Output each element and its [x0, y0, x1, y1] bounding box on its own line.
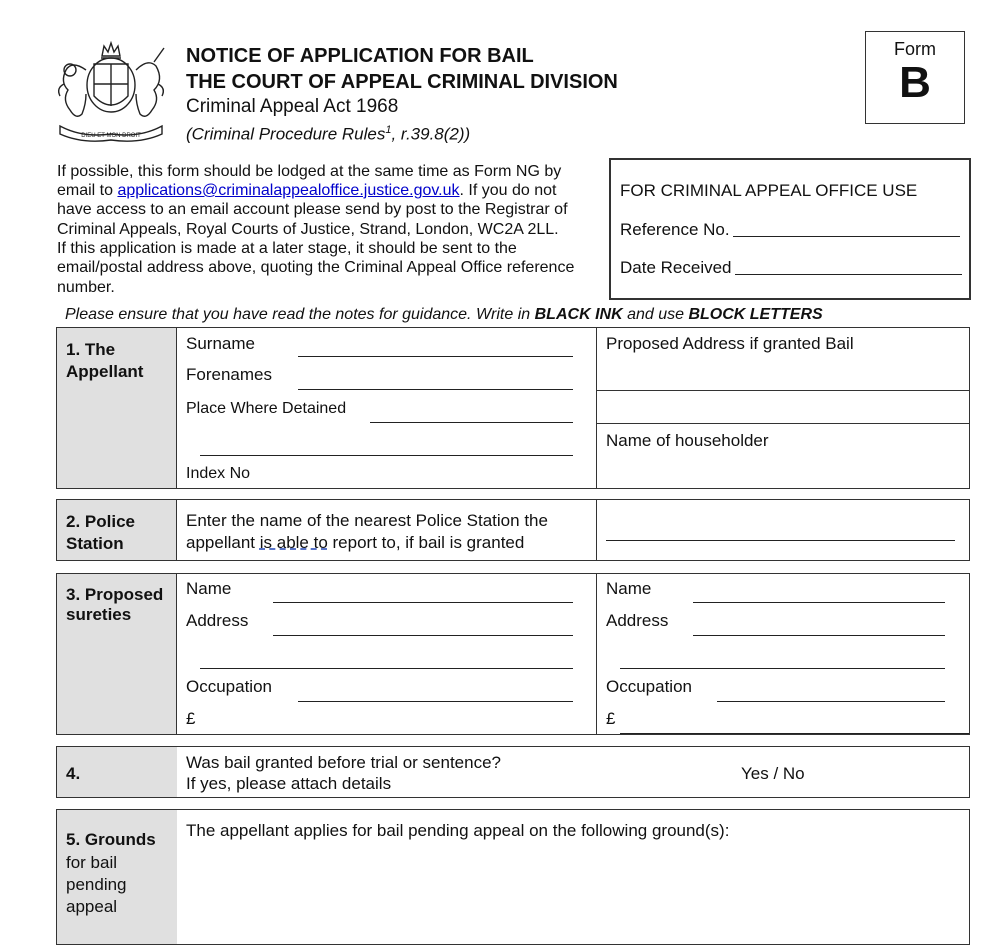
rules-text: (Criminal Procedure Rules [186, 124, 386, 144]
surety-1-address-label: Address [186, 611, 249, 630]
surety-2-address-field[interactable] [693, 635, 945, 636]
form-id-box [865, 31, 965, 124]
section-1-title: Appellant [66, 362, 144, 381]
surety-2-name-field[interactable] [693, 602, 945, 603]
section-3-number: 3. Proposed [66, 585, 164, 604]
address-line-1[interactable] [597, 390, 969, 391]
surety-1-address-field[interactable] [273, 635, 573, 636]
date-received-label: Date Received [620, 258, 732, 277]
royal-coat-of-arms [52, 40, 170, 144]
police-instruction-1: Enter the name of the nearest Police Station the [186, 511, 548, 530]
forenames-label: Forenames [186, 365, 272, 384]
section-4-number: 4. [66, 764, 81, 783]
instructions [65, 305, 823, 324]
section-5-label-3: pending [66, 875, 127, 894]
proposed-address-label: Proposed Address if granted Bail [606, 334, 854, 353]
surety-2-occupation-field[interactable] [717, 701, 945, 702]
reference-label: Reference No. [620, 220, 730, 239]
police-station-field[interactable] [606, 540, 955, 541]
place-detained-field[interactable] [370, 422, 573, 423]
grounds-text-area[interactable] [182, 846, 966, 940]
index-no-label: Index No [186, 465, 251, 482]
surety-1-name-field[interactable] [273, 602, 573, 603]
office-use-title: FOR CRIMINAL APPEAL OFFICE USE [620, 181, 918, 200]
police-text-a: appellant [186, 533, 260, 552]
yes-no-choice[interactable]: Yes / No [741, 764, 805, 783]
surety-2-amount-field[interactable] [620, 733, 969, 734]
instructions-and: and use [622, 306, 689, 323]
section-2-number: 2. Police [66, 512, 135, 531]
surname-field[interactable] [298, 356, 573, 357]
rules-section: , r.39.8(2)) [391, 124, 471, 144]
householder-label: Name of householder [606, 431, 769, 450]
reference-field[interactable] [733, 236, 960, 237]
email-link[interactable]: applications@criminalappealoffice.justice.gov.uk [117, 182, 460, 199]
section-1-divider [596, 328, 597, 488]
section-1-number: 1. The [66, 340, 116, 359]
police-text-c: report to, if bail is granted [327, 533, 525, 552]
place-detained-label: Place Where Detained [186, 400, 347, 417]
rules-ref [186, 119, 470, 146]
surety-2-pound-label: £ [606, 709, 616, 728]
instructions-text: Please ensure that you have read the notes for guidance. Write in [65, 306, 535, 323]
form-letter: B [899, 58, 931, 107]
intro-line-1: If possible, this form should be lodged at the same time as Form NG by [57, 163, 562, 180]
surety-1-occupation-label: Occupation [186, 677, 272, 696]
surety-1-occupation-field[interactable] [298, 701, 573, 702]
surname-label: Surname [186, 334, 255, 353]
instructions-ink: BLACK INK [534, 306, 623, 323]
section-2-title: Station [66, 534, 124, 553]
police-instruction-2 [186, 533, 524, 553]
section-2-divider [596, 500, 597, 560]
prior-bail-note: If yes, please attach details [186, 774, 392, 793]
address-line-2[interactable] [597, 423, 969, 424]
section-3-title: sureties [66, 605, 132, 624]
intro-line-5: If this application is made at a later stage, it should be sent to the [57, 240, 517, 257]
section-5-label-2: for bail [66, 853, 118, 872]
crest-motto: DIEU ET MON DROIT [81, 133, 141, 139]
intro-line-3: have access to an email account please send by post to the Registrar of [57, 201, 568, 218]
section-3-divider [596, 574, 597, 734]
date-received-field[interactable] [735, 274, 962, 275]
intro-line-6: email/postal address above, quoting the Criminal Appeal Office reference [57, 259, 575, 276]
police-text-b: is able to [259, 533, 328, 552]
place-detained-field-2[interactable] [200, 455, 573, 456]
form-label: Form [894, 39, 936, 59]
intro-line-4: Criminal Appeals, Royal Courts of Justice, Strand, London, WC2A 2LL. [57, 221, 559, 238]
section-5-number: 5. Grounds [66, 830, 156, 849]
rules-footnote: 1 [385, 124, 392, 136]
form-title: NOTICE OF APPLICATION FOR BAIL [186, 45, 534, 67]
intro-email-suffix: . If you do not [459, 182, 557, 199]
intro-line-2 [57, 181, 556, 200]
instructions-letters: BLOCK LETTERS [688, 306, 823, 323]
forenames-field[interactable] [298, 389, 573, 390]
grounds-instruction: The appellant applies for bail pending appeal on the following ground(s): [186, 821, 730, 840]
surety-1-name-label: Name [186, 579, 232, 598]
intro-line-7: number. [57, 279, 115, 296]
surety-2-occupation-label: Occupation [606, 677, 692, 696]
act-title: Criminal Appeal Act 1968 [186, 96, 399, 117]
surety-1-pound-label: £ [186, 709, 196, 728]
prior-bail-question: Was bail granted before trial or sentence? [186, 753, 501, 772]
section-5-label-4: appeal [66, 897, 118, 916]
surety-1-address-field-2[interactable] [200, 668, 573, 669]
surety-2-name-label: Name [606, 579, 652, 598]
intro-email-prefix: email to [57, 182, 118, 199]
court-title: THE COURT OF APPEAL CRIMINAL DIVISION [186, 71, 618, 93]
surety-2-address-field-2[interactable] [620, 668, 945, 669]
surety-2-address-label: Address [606, 611, 669, 630]
